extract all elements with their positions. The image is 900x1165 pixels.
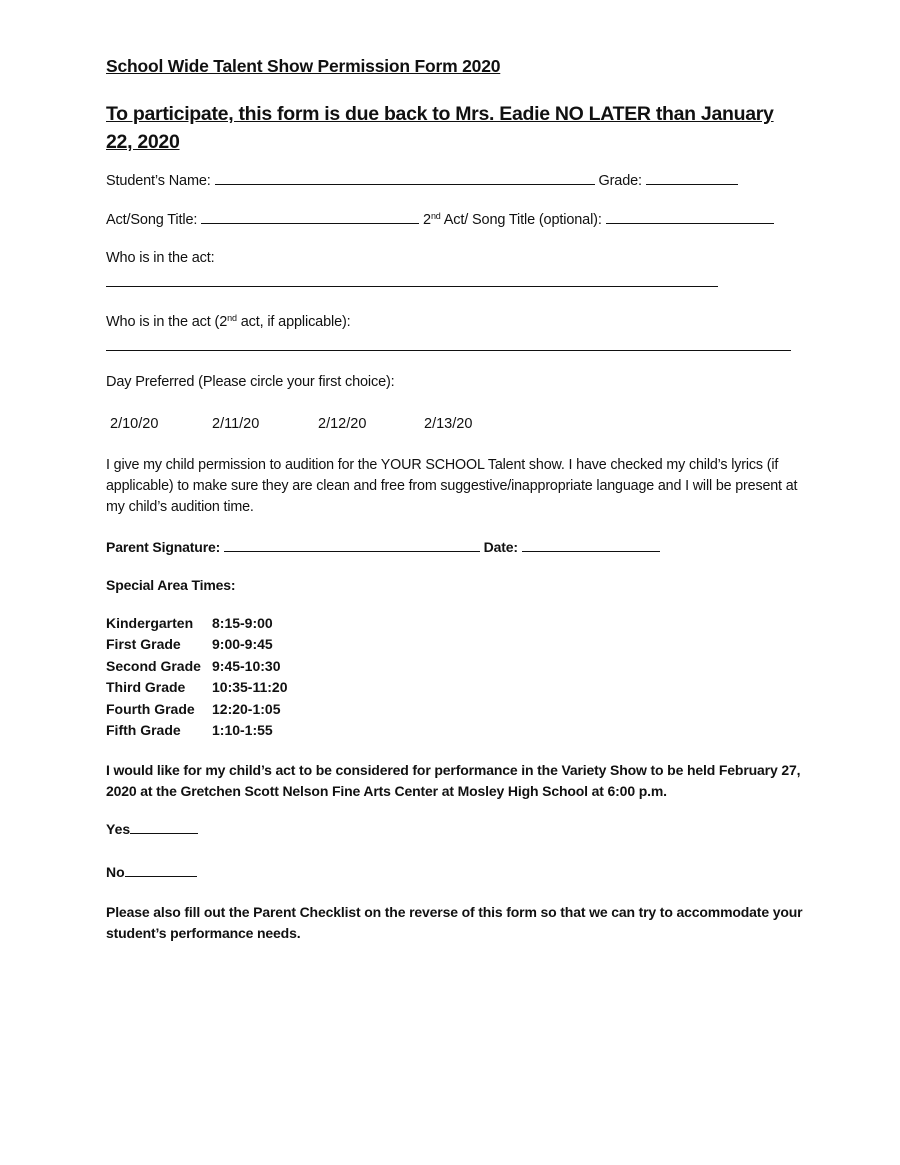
grade-time: 10:35-11:20	[212, 679, 288, 696]
day-option[interactable]: 2/11/20	[212, 416, 260, 432]
second-act-title-field[interactable]	[606, 211, 774, 224]
grade-field[interactable]	[646, 172, 738, 185]
grade-name: Third Grade	[106, 679, 186, 696]
act-title-field[interactable]	[201, 211, 419, 224]
variety-show-text: I would like for my child’s act to be considered for performance in the Variety Show to be held February 27, 2020 at the Gretchen Scott Nelson Fine Arts Center at Mosley High School at 6:00 p.m.	[106, 762, 801, 799]
grade-name: Kindergarten	[106, 615, 194, 631]
grade-time: 9:00-9:45	[212, 636, 273, 653]
signature-row	[106, 539, 660, 555]
grade-name: First Grade	[106, 636, 181, 653]
special-area-times-heading: Special Area Times:	[106, 577, 236, 593]
checklist-note: Please also fill out the Parent Checklist on the reverse of this form so that we can try to accommodate your student’s performance needs.	[106, 904, 803, 941]
no-row	[106, 864, 197, 880]
permission-text: I give my child permission to audition for the YOUR SCHOOL Talent show. I have checked my child’s lyrics (if applicable) to make sure they are clean and free from suggestive/inappropriate language and I will be present at my child’s audition time.	[106, 457, 798, 515]
day-option[interactable]: 2/13/20	[424, 416, 473, 432]
student-name-label: Student’s Name:	[106, 173, 211, 189]
date-field[interactable]	[522, 539, 660, 552]
parent-signature-label: Parent Signature:	[106, 539, 221, 555]
who-in-second-act-suffix: act, if applicable):	[236, 314, 351, 330]
grade-time: 9:45-10:30	[212, 657, 281, 674]
grade-time: 1:10-1:55	[212, 721, 273, 738]
act-title-label: Act/Song Title:	[106, 212, 198, 228]
date-label: Date:	[483, 539, 518, 555]
second-act-label	[423, 212, 602, 228]
who-in-act-label: Who is in the act:	[106, 250, 215, 266]
grade-label: Grade:	[598, 173, 642, 189]
grade-time: 12:20-1:05	[212, 700, 281, 717]
student-name-row	[106, 172, 738, 189]
second-act-label-text: Act/ Song Title (optional):	[440, 212, 602, 228]
who-in-second-act-field[interactable]	[106, 350, 791, 351]
second-act-sup: nd	[430, 211, 441, 221]
form-title: School Wide Talent Show Permission Form 2020	[106, 56, 501, 76]
day-option[interactable]: 2/12/20	[318, 416, 367, 432]
yes-row	[106, 821, 198, 837]
second-act-prefix: 2	[423, 212, 431, 228]
grade-time: 8:15-9:00	[212, 615, 273, 631]
student-name-field[interactable]	[215, 172, 595, 185]
day-preferred-label: Day Preferred (Please circle your first choice):	[106, 374, 395, 390]
no-label: No	[106, 864, 125, 880]
day-option[interactable]: 2/10/20	[110, 416, 159, 432]
parent-signature-field[interactable]	[224, 539, 480, 552]
who-in-second-act-sup: nd	[227, 313, 237, 323]
yes-label: Yes	[106, 821, 131, 837]
who-in-act-field[interactable]	[106, 286, 718, 287]
yes-field[interactable]	[130, 821, 198, 834]
no-field[interactable]	[125, 864, 197, 877]
grade-name: Fourth Grade	[106, 700, 195, 717]
grade-name: Second Grade	[106, 657, 201, 674]
act-title-row	[106, 211, 774, 228]
due-notice: To participate, this form is due back to Mrs. Eadie NO LATER than January 22, 2020	[106, 103, 774, 153]
grade-name: Fifth Grade	[106, 721, 181, 738]
who-in-second-act-label	[106, 314, 351, 330]
who-in-second-act-prefix: Who is in the act (2	[106, 314, 228, 330]
